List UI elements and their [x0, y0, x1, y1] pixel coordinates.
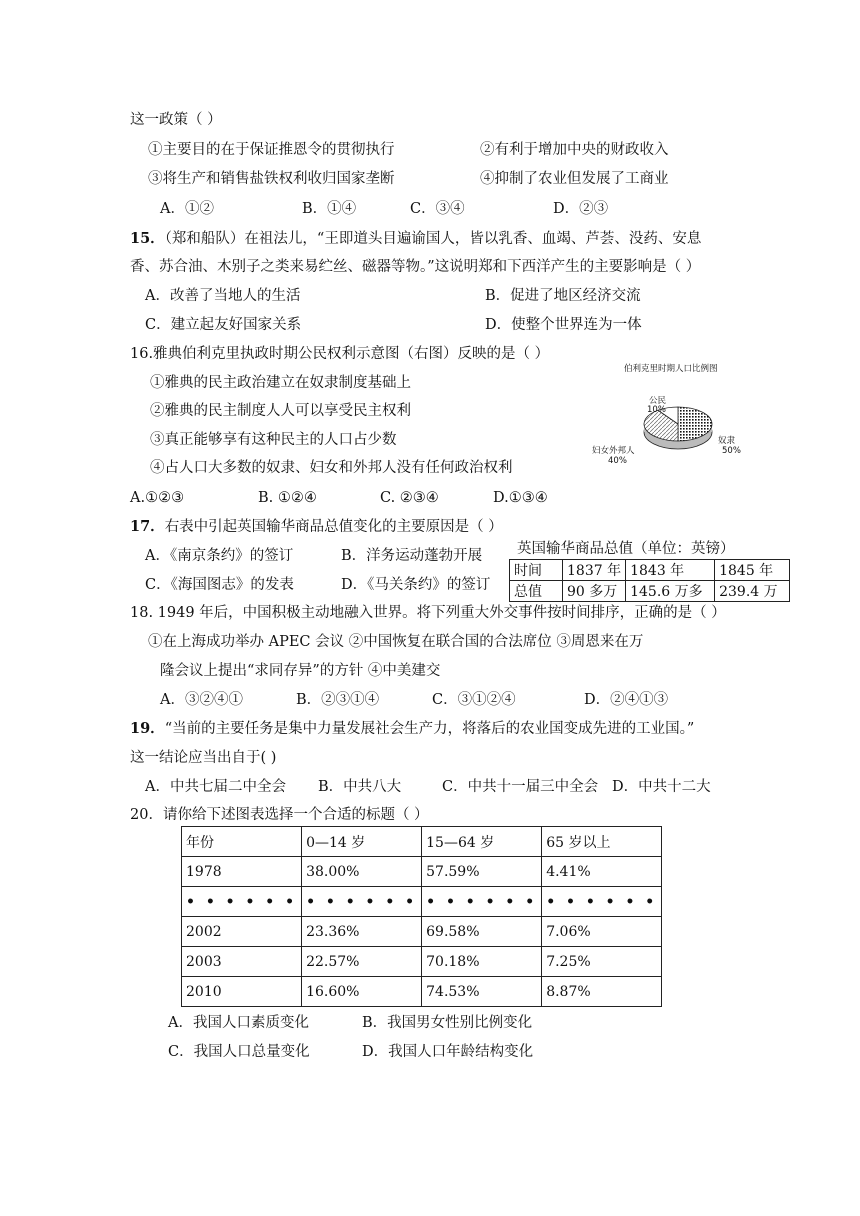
q18-choice-b: B．②③①④ — [296, 692, 380, 708]
pie-value-women: 40% — [608, 456, 627, 466]
q14-choice-b: B．①④ — [302, 201, 357, 217]
table-cell: 时间 — [510, 560, 563, 581]
q16-choice-d: D.①③④ — [493, 490, 548, 506]
q18-choice-a: A．③②④① — [160, 692, 243, 708]
table-cell: 年份 — [182, 827, 302, 857]
q19-choice-b: B．中共八大 — [318, 779, 402, 795]
q19-stem-line1 — [130, 719, 694, 739]
table-cell: • • • • • • — [182, 887, 302, 917]
table-cell: 70.18% — [422, 947, 542, 977]
table-cell: 4.41% — [542, 857, 662, 887]
q16-option-2: ②雅典的民主制度人人可以享受民主权利 — [150, 403, 411, 419]
table-cell: 239.4 万 — [715, 581, 790, 602]
q17-choice-a: A．《南京条约》的签订 — [145, 548, 294, 564]
q17-number: 17． — [130, 518, 165, 535]
table-cell: 2002 — [182, 917, 302, 947]
q18-stem: 18. 1949 年后，中国积极主动地融入世界。将下列重大外交事件按时间排序，正确的是（ ） — [130, 605, 726, 621]
q15-stem-line2: 香、苏合油、木别子之类来易纻丝、磁器等物。”这说明郑和下西洋产生的主要影响是（ ） — [130, 259, 701, 275]
pie-value-citizen: 10% — [647, 405, 666, 415]
pie-label-slave: 奴隶 — [718, 436, 736, 446]
q16-choice-b: B. ①②④ — [258, 490, 317, 506]
table-row — [182, 977, 662, 1007]
q16-stem: 16.雅典伯利克里执政时期公民权利示意图（右图）反映的是（ ） — [130, 346, 550, 362]
pie-label-women: 妇女外邦人 — [592, 446, 635, 456]
q14-choice-d: D．②③ — [553, 201, 609, 217]
q18-choice-c: C．③①②④ — [432, 692, 516, 708]
q15-choice-b: B．促进了地区经济交流 — [485, 288, 641, 304]
table-cell: 22.57% — [302, 947, 422, 977]
q18-options-line1: ①在上海成功举办 APEC 会议 ②中国恢复在联合国的合法席位 ③周恩来在万 — [148, 634, 644, 650]
table-cell: 65 岁以上 — [542, 827, 662, 857]
q17-choice-d: D．《马关条约》的签订 — [341, 577, 491, 593]
q16-choice-a: A.①②③ — [130, 490, 185, 506]
table-cell: 16.60% — [302, 977, 422, 1007]
table-cell: 15—64 岁 — [422, 827, 542, 857]
table-cell: • • • • • • — [302, 887, 422, 917]
pie-chart-title: 伯利克里时期人口比例图 — [624, 364, 718, 374]
table-cell: 7.25% — [542, 947, 662, 977]
q19-choice-c: C．中共十一届三中全会 — [442, 779, 599, 795]
q20-choice-b: B．我国男女性别比例变化 — [362, 1015, 533, 1031]
q15-choice-c: C．建立起友好国家关系 — [145, 317, 302, 333]
q14-option-2: ②有利于增加中央的财政收入 — [480, 142, 669, 158]
trade-value-table — [509, 559, 790, 602]
q14-choice-a: A．①② — [160, 201, 214, 217]
q19-choice-a: A．中共七届二中全会 — [145, 779, 286, 795]
table-cell: 7.06% — [542, 917, 662, 947]
q14-option-3: ③将生产和销售盐铁权利收归国家垄断 — [148, 171, 395, 187]
q14-stem: 这一政策（ ） — [130, 112, 222, 128]
pie-label-citizen: 公民 — [649, 396, 667, 406]
age-structure-table — [181, 826, 662, 1007]
table-cell: 90 多万 — [563, 581, 626, 602]
q20-choice-d: D．我国人口年龄结构变化 — [362, 1044, 534, 1060]
table-cell: 2010 — [182, 977, 302, 1007]
table-row — [182, 917, 662, 947]
q17-choice-b: B．洋务运动蓬勃开展 — [341, 548, 483, 564]
table-cell: • • • • • • — [422, 887, 542, 917]
table-row-ellipsis — [182, 887, 662, 917]
table-cell: 69.58% — [422, 917, 542, 947]
q19-stem-line2: 这一结论应当出自于( ) — [130, 750, 277, 766]
q20-stem: 20．请你给下述图表选择一个合适的标题（ ） — [130, 807, 429, 823]
table-cell: 0—14 岁 — [302, 827, 422, 857]
table-row — [182, 947, 662, 977]
q17-text: 右表中引起英国输华商品总值变化的主要原因是（ ） — [164, 519, 503, 535]
table-cell: 145.6 万多 — [626, 581, 715, 602]
q14-option-4: ④抑制了农业但发展了工商业 — [480, 171, 669, 187]
pie-value-slave: 50% — [722, 446, 741, 456]
q19-number: 19． — [130, 720, 165, 737]
q19-text-1: “当前的主要任务是集中力量发展社会生产力，将落后的农业国变成先进的工业国。” — [164, 721, 695, 737]
table-cell: 38.00% — [302, 857, 422, 887]
q19-choice-d: D．中共十二大 — [612, 779, 711, 795]
q17-table-title: 英国输华商品总值（单位：英镑） — [517, 541, 735, 557]
table-cell: 57.59% — [422, 857, 542, 887]
table-row — [182, 857, 662, 887]
q16-option-3: ③真正能够享有这种民主的人口占少数 — [150, 432, 397, 448]
q14-choice-c: C．③④ — [410, 201, 465, 217]
q18-options-line2: 隆会议上提出“求同存异”的方针 ④中美建交 — [160, 663, 441, 679]
q16-option-1: ①雅典的民主政治建立在奴隶制度基础上 — [150, 375, 411, 391]
table-cell: 1837 年 — [563, 560, 626, 581]
q16-option-4: ④占人口大多数的奴隶、妇女和外邦人没有任何政治权利 — [150, 460, 513, 476]
table-cell: 1978 — [182, 857, 302, 887]
table-header-row — [182, 827, 662, 857]
q18-choice-d: D．②④①③ — [584, 692, 669, 708]
q14-option-1: ①主要目的在于保证推恩令的贯彻执行 — [148, 142, 395, 158]
q16-choice-c: C. ②③④ — [380, 490, 439, 506]
q15-text-1: （郑和船队）在祖法儿，“王即道头目遍谕国人，皆以乳香、血竭、芦荟、没药、安息 — [164, 231, 702, 247]
table-cell: 1845 年 — [715, 560, 790, 581]
q20-choice-c: C．我国人口总量变化 — [168, 1044, 310, 1060]
table-cell: 总值 — [510, 581, 563, 602]
table-cell: 74.53% — [422, 977, 542, 1007]
q17-stem — [130, 517, 503, 537]
q15-choice-d: D．使整个世界连为一体 — [485, 317, 642, 333]
table-cell: 8.87% — [542, 977, 662, 1007]
q15-stem-line1 — [130, 229, 701, 249]
q15-number: 15． — [130, 230, 165, 247]
q15-choice-a: A．改善了当地人的生活 — [145, 288, 301, 304]
table-cell: • • • • • • — [542, 887, 662, 917]
table-cell: 23.36% — [302, 917, 422, 947]
table-row — [510, 581, 790, 602]
q17-choice-c: C．《海国图志》的发表 — [145, 577, 294, 593]
table-header-row — [510, 560, 790, 581]
table-cell: 1843 年 — [626, 560, 715, 581]
table-cell: 2003 — [182, 947, 302, 977]
q20-choice-a: A．我国人口素质变化 — [168, 1015, 309, 1031]
